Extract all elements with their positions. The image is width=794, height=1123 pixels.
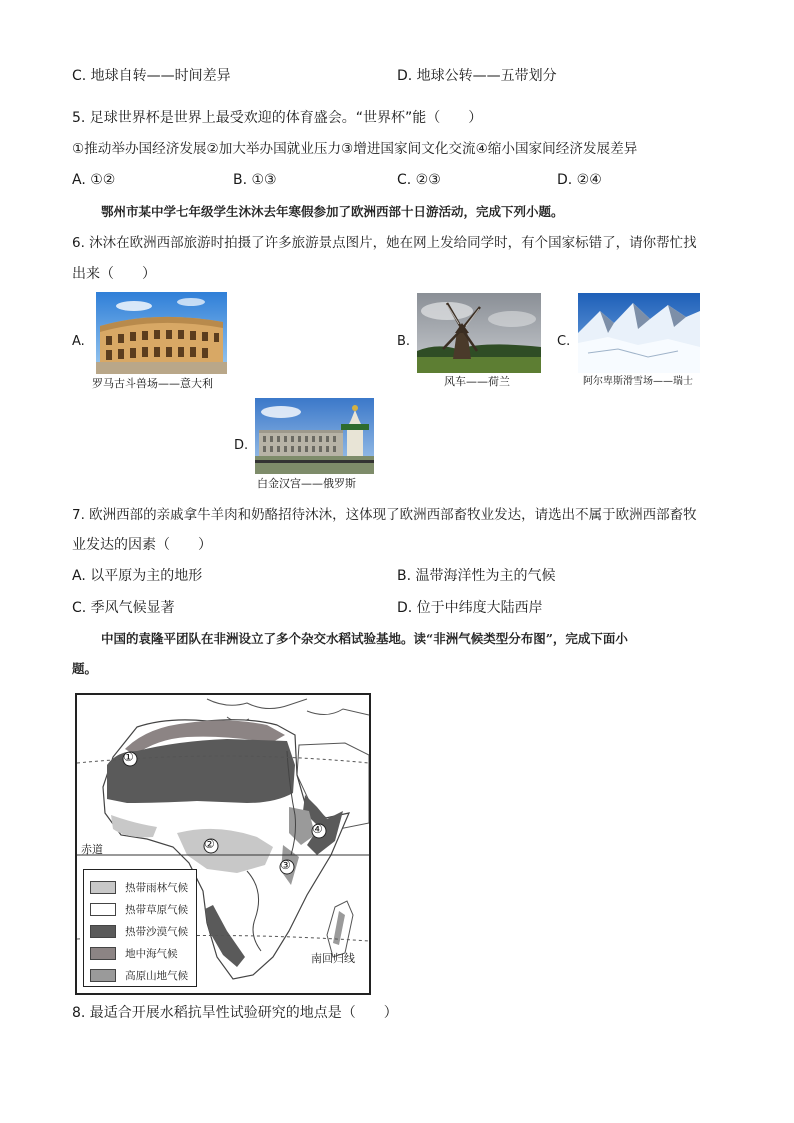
q5-stem: 5. 足球世界杯是世界上最受欢迎的体育盛会。“世界杯”能（ ） xyxy=(72,110,483,126)
q6-option-b-letter[interactable]: B. xyxy=(397,334,411,349)
q4-option-d[interactable]: D. 地球公转——五带划分 xyxy=(397,68,557,84)
legend-row-desert xyxy=(90,921,188,940)
q6-option-c-letter[interactable]: C. xyxy=(557,334,571,349)
europe-coast xyxy=(207,699,307,709)
q7-option-d[interactable]: D. 位于中纬度大陆西岸 xyxy=(397,600,543,616)
legend-swatch-savanna xyxy=(90,903,116,916)
q6-stem-line2: 出来（ ） xyxy=(72,266,156,282)
colosseum-photo[interactable] xyxy=(96,292,227,374)
q5-option-a[interactable]: A. ①② xyxy=(72,172,116,188)
q5-option-d[interactable]: D. ②④ xyxy=(557,172,602,188)
legend-label-desert: 热带沙漠气候 xyxy=(125,926,189,938)
q5-option-b[interactable]: B. ①③ xyxy=(233,172,277,188)
q8-stem: 8. 最适合开展水稻抗旱性试验研究的地点是（ ） xyxy=(72,1005,398,1021)
q6-option-d-caption: 白金汉宫——俄罗斯 xyxy=(257,477,356,490)
section-intro-africa-line1: 中国的袁隆平团队在非洲设立了多个杂交水稻试验基地。读“非洲气候类型分布图”，完成下面小 xyxy=(101,631,628,646)
tropic-capricorn-label: 南回归线 xyxy=(311,952,355,965)
q6-option-a-letter[interactable]: A. xyxy=(72,334,85,349)
legend-row-highland xyxy=(90,965,188,984)
q6-option-c-caption: 阿尔卑斯滑雪场——瑞士 xyxy=(583,376,693,387)
q7-option-c[interactable]: C. 季风气候显著 xyxy=(72,600,175,616)
q6-option-b-caption: 风车——荷兰 xyxy=(444,375,510,388)
legend-swatch-rainforest xyxy=(90,881,116,894)
legend-row-mediterranean xyxy=(90,943,178,962)
map-legend xyxy=(83,869,197,987)
equator-label: 赤道 xyxy=(81,843,103,856)
q5-statements: ①推动举办国经济发展②加大举办国就业压力③增进国家间文化交流④缩小国家间经济发展差异 xyxy=(72,141,638,157)
map-marker-3[interactable]: ③ xyxy=(280,858,291,872)
q4-option-c[interactable]: C. 地球自转——时间差异 xyxy=(72,68,231,84)
map-marker-2[interactable]: ② xyxy=(204,837,215,851)
alps-photo[interactable] xyxy=(578,293,700,373)
legend-swatch-desert xyxy=(90,925,116,938)
legend-swatch-highland xyxy=(90,969,116,982)
section-intro-africa-line2: 题。 xyxy=(72,661,98,676)
q7-stem-line1: 7. 欧洲西部的亲戚拿牛羊肉和奶酪招待沐沐，这体现了欧洲西部畜牧业发达，请选出不属于欧洲西部畜牧 xyxy=(72,507,697,523)
windmill-photo[interactable] xyxy=(417,293,541,373)
legend-label-rainforest: 热带雨林气候 xyxy=(125,882,189,894)
q5-option-c[interactable]: C. ②③ xyxy=(397,172,441,188)
legend-label-savanna: 热带草原气候 xyxy=(125,904,189,916)
legend-row-rainforest xyxy=(90,877,188,896)
q7-option-b[interactable]: B. 温带海洋性为主的气候 xyxy=(397,568,556,584)
map-marker-4[interactable]: ④ xyxy=(312,822,323,836)
africa-climate-map xyxy=(75,693,371,995)
map-marker-1[interactable]: ① xyxy=(123,750,134,764)
q7-option-a[interactable]: A. 以平原为主的地形 xyxy=(72,568,203,584)
q6-option-d-letter[interactable]: D. xyxy=(234,438,249,453)
legend-swatch-mediterranean xyxy=(90,947,116,960)
q6-option-a-caption: 罗马古斗兽场——意大利 xyxy=(92,377,213,390)
q7-stem-line2: 业发达的因素（ ） xyxy=(72,537,212,553)
legend-label-highland: 高原山地气候 xyxy=(125,970,189,982)
q6-stem-line1: 6. 沐沐在欧洲西部旅游时拍摄了许多旅游景点图片，她在网上发给同学时，有个国家标错了，请你帮忙找 xyxy=(72,235,697,251)
legend-row-savanna xyxy=(90,899,188,918)
section-intro-europe: 鄂州市某中学七年级学生沐沐去年寒假参加了欧洲西部十日游活动，完成下列小题。 xyxy=(101,204,564,219)
legend-label-mediterranean: 地中海气候 xyxy=(125,948,178,960)
palace-photo[interactable] xyxy=(255,398,374,474)
